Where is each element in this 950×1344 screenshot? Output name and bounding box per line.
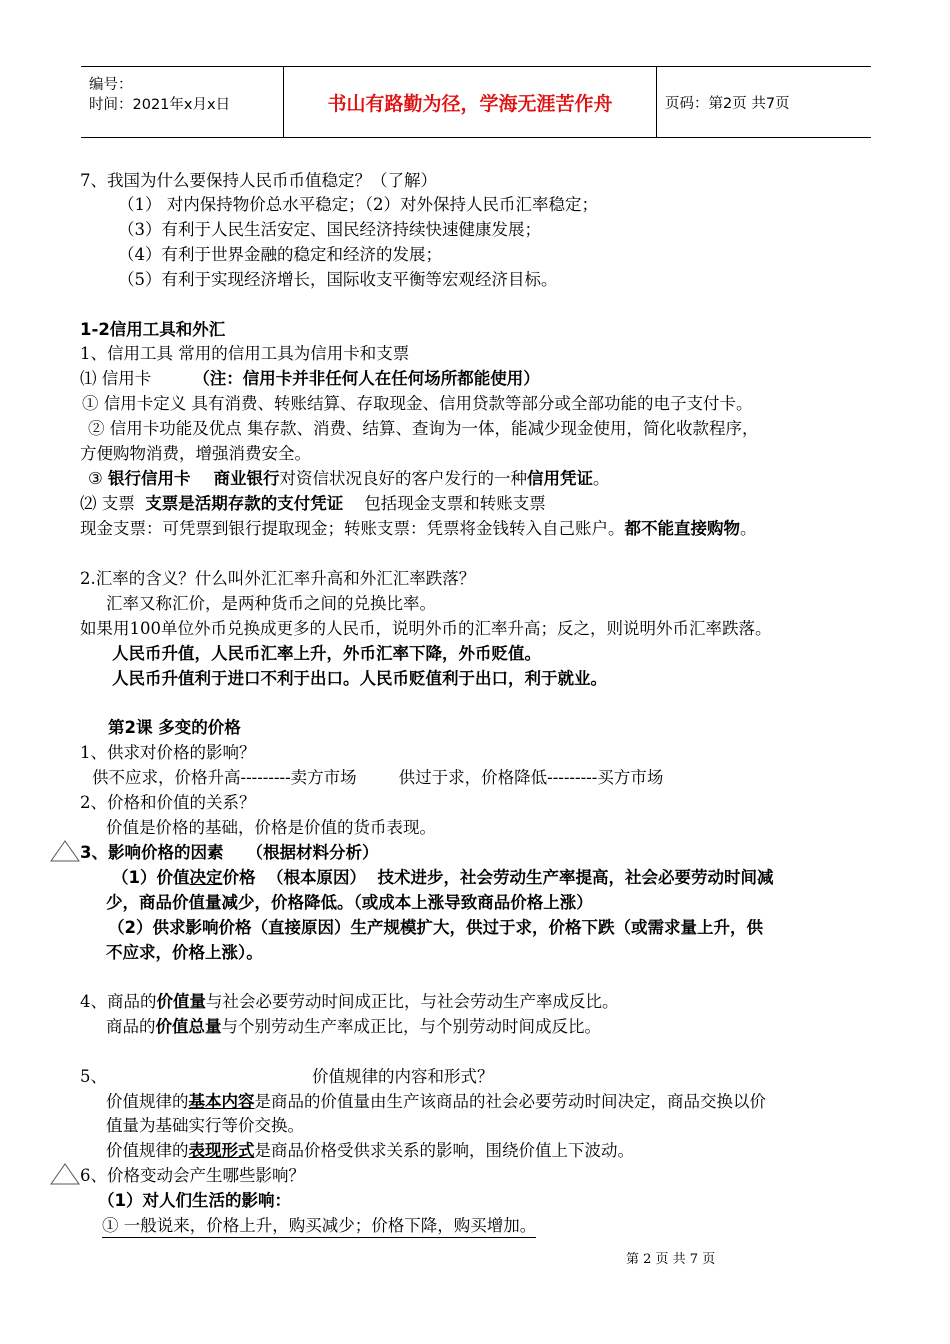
q4-prefix: 4、商品的 bbox=[80, 992, 157, 1011]
q5b-rest: 是商品价格受供求关系的影响，围绕价值上下波动。 bbox=[254, 1141, 634, 1160]
exchange-title: 2.汇率的含义？什么叫外汇汇率升高和外汇汇率跌落？ bbox=[80, 569, 476, 588]
lesson2-q4 bbox=[80, 991, 619, 1013]
bank-card-bold: 银行信用卡 商业银行 bbox=[108, 469, 280, 488]
lesson2-q5a bbox=[106, 1091, 766, 1113]
lesson2-q5-title: 价值规律的内容和形式？ bbox=[312, 1067, 494, 1086]
q3-1-rest: 价格 （根本原因） 技术进步，社会劳动生产率提高，社会必要劳动时间减 bbox=[222, 868, 774, 887]
lesson2-heading: 第2课 多变的价格 bbox=[108, 718, 241, 737]
credit-card-line bbox=[80, 368, 540, 390]
bank-card-end: 。 bbox=[593, 469, 610, 488]
exchange-def: 汇率又称汇价，是两种货币之间的兑换比率。 bbox=[106, 594, 436, 613]
lesson2-q6-1-item: ① 一般说来，价格上升，购买减少；价格下降，购买增加。 bbox=[102, 1215, 536, 1238]
lesson2-q5b bbox=[106, 1140, 634, 1162]
lesson2-q5-num: 5、 bbox=[80, 1067, 107, 1086]
q5a-prefix: 价值规律的 bbox=[106, 1092, 189, 1111]
cash-check-line bbox=[80, 518, 757, 540]
cash-check-end: 。 bbox=[740, 519, 757, 538]
lesson2-q2-answer: 价值是价格的基础，价格是价值的货币表现。 bbox=[106, 818, 436, 837]
bank-card-text: 对资信状况良好的客户发行的一种 bbox=[279, 469, 528, 488]
lesson2-q1: 1、供求对价格的影响？ bbox=[80, 743, 256, 762]
credit-voucher: 信用凭证 bbox=[527, 469, 594, 488]
check-types: 包括现金支票和转账支票 bbox=[343, 494, 546, 513]
q5a-basic-content: 基本内容 bbox=[188, 1092, 255, 1111]
q7-item-3: （4）有利于世界金融的稳定和经济的发展； bbox=[118, 245, 442, 264]
q4b-total-value: 价值总量 bbox=[155, 1017, 222, 1036]
page-header bbox=[81, 66, 871, 138]
credit-card-function: ② 信用卡功能及优点 集存款、消费、结算、查询为一体，能减少现金使用，简化收款程序， bbox=[88, 419, 759, 438]
lesson2-q6: 6、价格变动会产生哪些影响？ bbox=[80, 1166, 305, 1185]
bank-card-line bbox=[88, 468, 610, 490]
lesson2-q4b bbox=[106, 1016, 601, 1038]
q5a-rest: 是商品的价值量由生产该商品的社会必要劳动时间决定，商品交换以价 bbox=[254, 1092, 766, 1111]
q4-value-amount: 价值量 bbox=[156, 992, 206, 1011]
lesson2-q3: 3、影响价格的因素 （根据材料分析） bbox=[80, 843, 379, 862]
q7-item-2: （3）有利于人民生活安定、国民经济持续快速健康发展； bbox=[118, 220, 541, 239]
rmb-appreciation: 人民币升值，人民币汇率上升，外币汇率下降，外币贬值。 bbox=[112, 644, 541, 663]
section-heading-1-2: 1-2信用工具和外汇 bbox=[80, 320, 226, 339]
q4-rest: 与社会必要劳动时间成正比，与社会劳动生产率成反比。 bbox=[206, 992, 619, 1011]
check-label: ⑵ 支票 bbox=[80, 494, 146, 513]
lesson2-q3-2: （2）供求影响价格（直接原因）生产规模扩大，供过于求，价格下跌（或需求量上升，供 bbox=[108, 918, 763, 937]
q7-title: 7、我国为什么要保持人民币币值稳定？（了解） bbox=[80, 171, 437, 190]
exchange-explain: 如果用100单位外币兑换成更多的人民币，说明外币的汇率升高；反之，则说明外币汇率跌落。 bbox=[80, 619, 772, 638]
lesson2-q3-2-cont: 不应求，价格上涨）。 bbox=[106, 943, 263, 962]
header-info-cell bbox=[81, 67, 284, 137]
lesson2-q6-1: （1）对人们生活的影响： bbox=[98, 1191, 291, 1210]
header-number: 编号： bbox=[89, 77, 133, 93]
lesson2-q2: 2、价格和价值的关系？ bbox=[80, 793, 256, 812]
credit-card-definition: ① 信用卡定义 具有消费、转账结算、存取现金、信用贷款等部分或全部功能的电子支付卡。 bbox=[82, 394, 753, 413]
credit-tools-line: 1、信用工具 常用的信用工具为信用卡和支票 bbox=[80, 344, 410, 363]
check-definition: 支票是活期存款的支付凭证 bbox=[145, 494, 344, 513]
q3-1-prefix: （1）价值 bbox=[112, 868, 190, 887]
q4b-rest: 与个别劳动生产率成正比，与个别劳动时间成反比。 bbox=[221, 1017, 601, 1036]
page-footer: 第 2 页 共 7 页 bbox=[626, 1252, 716, 1267]
lesson2-q1-answer: 供不应求，价格升高---------卖方市场 供过于求，价格降低---------买方市场 bbox=[92, 768, 664, 787]
q5b-prefix: 价值规律的 bbox=[106, 1141, 189, 1160]
credit-card-note: （注：信用卡并非任何人在任何场所都能使用） bbox=[193, 369, 540, 388]
lesson2-q5a-cont: 值量为基础实行等价交换。 bbox=[106, 1116, 304, 1135]
q7-item-4: （5）有利于实现经济增长，国际收支平衡等宏观经济目标。 bbox=[118, 270, 558, 289]
cash-check-bold: 都不能直接购物 bbox=[624, 519, 740, 538]
bank-card-num: ③ bbox=[88, 469, 109, 488]
header-time: 时间：2021年x月x日 bbox=[89, 97, 231, 113]
q4b-prefix: 商品的 bbox=[106, 1017, 156, 1036]
lesson2-q3-1-cont: 少，商品价值量减少，价格降低。（或成本上涨导致商品价格上涨） bbox=[106, 893, 593, 912]
check-line bbox=[80, 493, 546, 515]
q5b-form: 表现形式 bbox=[188, 1141, 255, 1160]
q3-1-decide: 决定 bbox=[189, 868, 223, 887]
rmb-trade-effect: 人民币升值利于进口不利于出口。人民币贬值利于出口，利于就业。 bbox=[112, 669, 607, 688]
header-motto: 书山有路勤为径，学海无涯苦作舟 bbox=[284, 67, 657, 137]
lesson2-q3-1 bbox=[112, 867, 773, 889]
q7-item-1: （1） 对内保持物价总水平稳定；（2）对外保持人民币汇率稳定； bbox=[118, 195, 598, 214]
credit-card-label: ⑴ 信用卡 bbox=[80, 369, 194, 388]
cash-check-text: 现金支票：可凭票到银行提取现金；转账支票：凭票将金钱转入自己账户。 bbox=[80, 519, 625, 538]
header-page: 页码：第2页 共7页 bbox=[665, 95, 790, 112]
credit-card-function-cont: 方便购物消费，增强消费安全。 bbox=[80, 444, 311, 463]
